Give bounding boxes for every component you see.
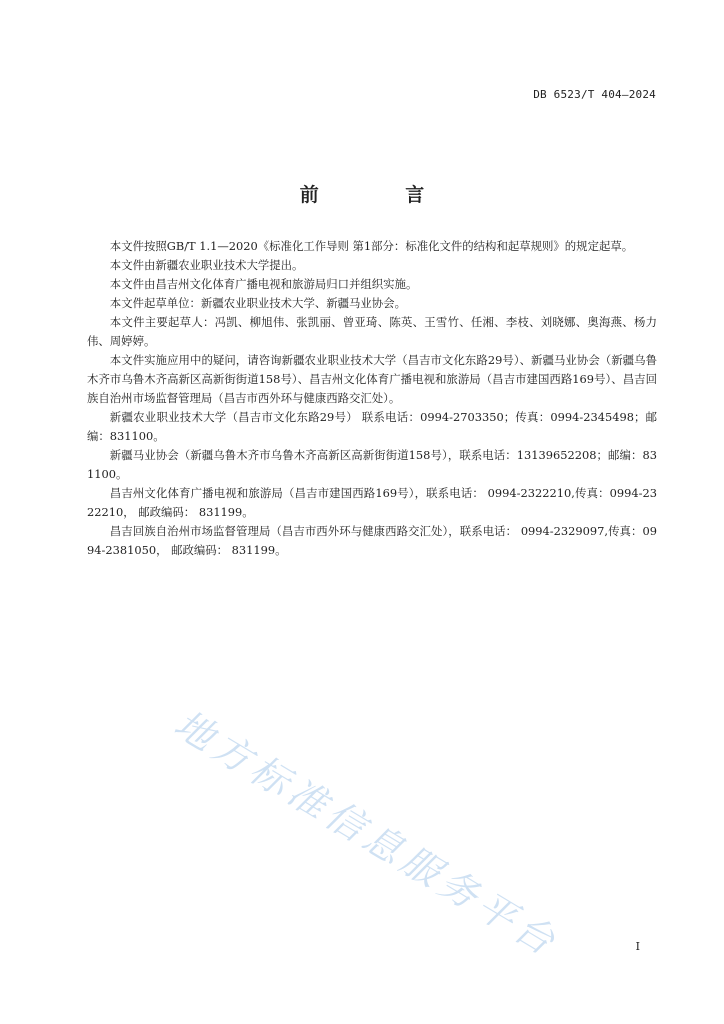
paragraph-proposer: 本文件由新疆农业职业技术大学提出。 xyxy=(109,258,304,272)
paragraph-contact-culture-bureau: 昌吉州文化体育广播电视和旅游局（昌吉市建国西路169号），联系电话： 0994-2322210,传真：0994-2322210， 邮政编码： 831199。 xyxy=(87,486,657,519)
standard-code: DB 6523/T 404—2024 xyxy=(533,88,656,101)
watermark: 地方标准信息服务平台 xyxy=(166,701,567,966)
paragraph-administrator: 本文件由昌吉州文化体育广播电视和旅游局归口并组织实施。 xyxy=(109,277,418,291)
foreword-body xyxy=(87,237,657,560)
paragraph-contact-university: 新疆农业职业技术大学（昌吉市文化东路29号） 联系电话：0994-2703350；传真：0994-2345498；邮编：831100。 xyxy=(87,410,657,443)
paragraph-drafters: 本文件主要起草人：冯凯、柳旭伟、张凯丽、曾亚琦、陈英、王雪竹、任湘、李枝、刘晓娜、奥海燕、杨力伟、周婷婷。 xyxy=(87,315,657,348)
paragraph-drafting-rules: 本文件按照GB/T 1.1—2020《标准化工作导则 第1部分：标准化文件的结构和起草规则》的规定起草。 xyxy=(109,239,634,253)
paragraph-contact-market-bureau: 昌吉回族自治州市场监督管理局（昌吉市西外环与健康西路交汇处），联系电话： 0994-2329097,传真：0994-2381050， 邮政编码： 831199。 xyxy=(87,524,657,557)
paragraph-inquiries: 本文件实施应用中的疑问，请咨询新疆农业职业技术大学（昌吉市文化东路29号）、新疆马业协会（新疆乌鲁木齐市乌鲁木齐高新区高新街街道158号）、昌吉州文化体育广播电视和旅游局（昌吉市建国西路169号）、昌吉回族自治州市场监督管理局（昌吉市西外环与健康西路交汇处）。 xyxy=(87,353,657,405)
page-title: 前 言 xyxy=(299,184,465,206)
paragraph-contact-horse-association: 新疆马业协会（新疆乌鲁木齐市乌鲁木齐高新区高新街街道158号），联系电话：13139652208；邮编：831100。 xyxy=(87,448,657,481)
page-number: I xyxy=(635,940,640,953)
paragraph-drafting-units: 本文件起草单位：新疆农业职业技术大学、新疆马业协会。 xyxy=(109,296,406,310)
